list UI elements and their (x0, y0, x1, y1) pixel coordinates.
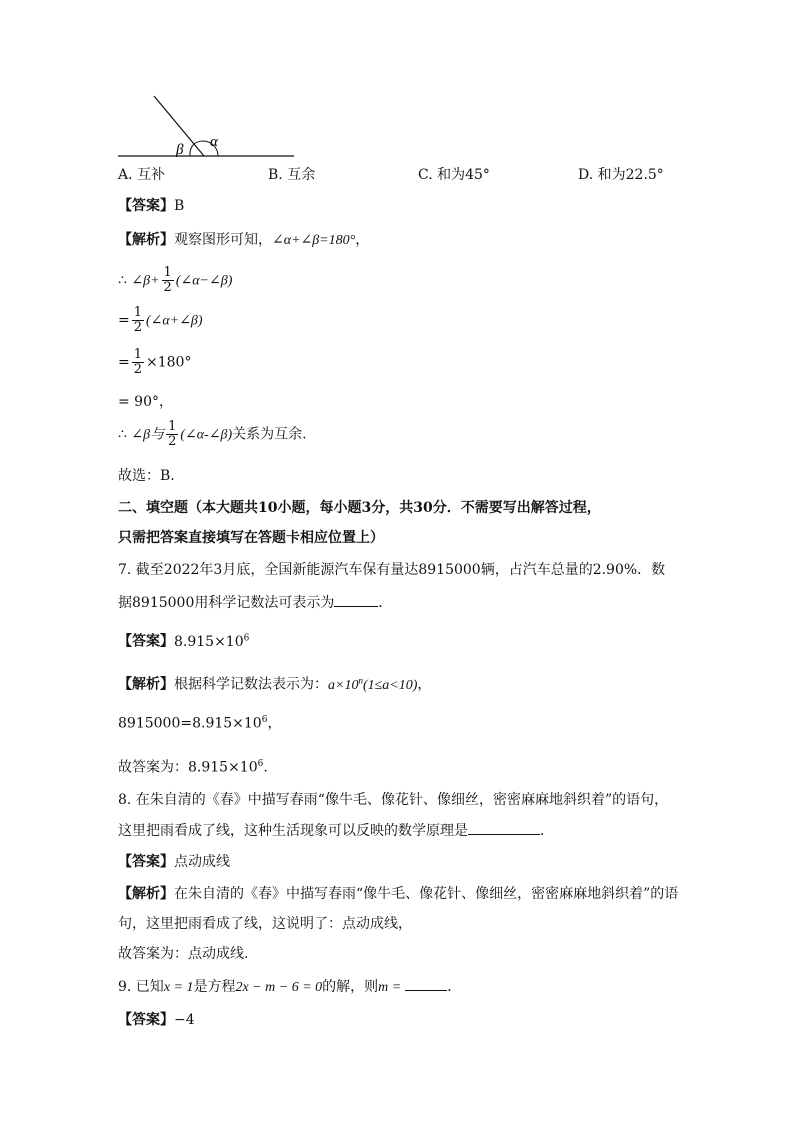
answer-blank (468, 820, 540, 835)
fraction-half: $\frac{1}{2}$ (133, 305, 143, 335)
q6-eq1-tail: ， (355, 232, 370, 248)
option-c: C. 和为45° (418, 167, 490, 183)
q7-line2: 据8915000用科学记数法可表示为 ． (118, 592, 392, 613)
beta-arc (190, 144, 194, 156)
alpha-label: α (210, 134, 218, 150)
q6-step3-right: ×180° (146, 354, 192, 371)
q6-analysis-line (118, 230, 369, 251)
q6-answer-line (118, 196, 184, 216)
analysis-tag: 【解析】 (118, 232, 174, 248)
q9-equation: 2x − m − 6 = 0 (235, 980, 323, 995)
q6-step1-left: ∠β+ (131, 273, 160, 289)
q8-line1: 8. 在朱自清的《春》中描写春雨“像牛毛、像花针、像细丝，密密麻麻地斜织着”的语句， (118, 792, 669, 808)
q6-choose: 故选：B. (118, 468, 175, 484)
answer-tag: 【答案】 (118, 198, 174, 214)
q7-line1: 7. 截至2022年3月底，全国新能源汽车保有量达8915000辆，占汽车总量的2.90%．数 (118, 562, 666, 578)
q7-formula: $a\times 10^n(1\le a<10)$ (328, 675, 418, 693)
q8-answer-line: 【答案】点动成线 (118, 854, 230, 870)
q7-answer-line: 【答案】$8.915\times 10^6$ (118, 633, 250, 650)
q6-conclusion: ∴ ∠β与 $\frac{1}{2}$ (∠α-∠β)关系为互余. (118, 419, 307, 449)
q6-step1-right: (∠α−∠β) (175, 273, 233, 289)
q7-analysis-line: 【解析】根据科学记数法表示为：$a\times 10^n(1\le a<10)$， (118, 675, 432, 693)
answer-blank (405, 976, 447, 991)
q9-condition: x = 1 (163, 980, 194, 995)
q8-final: 故答案为：点动成线. (118, 946, 249, 962)
q6-step2: = $\frac{1}{2}$ (∠α+∠β) (118, 305, 203, 335)
q6-step2-right: (∠α+∠β) (146, 313, 203, 329)
q9-answer: −4 (174, 1012, 195, 1028)
option-b: B. 互余 (268, 167, 316, 183)
q6-eq1: ∠α+∠β=180° (272, 233, 356, 248)
answer-blank (334, 592, 378, 607)
option-a: A. 互补 (118, 167, 166, 183)
angle-figure (110, 90, 310, 162)
q8-analysis-line1: 【解析】在朱自清的《春》中描写春雨“像牛毛、像花针、像细丝，密密麻麻地斜织着”的语 (118, 886, 679, 902)
q7-final: 故答案为：$8.915\times 10^6$. (118, 759, 268, 776)
fraction-half: $\frac{1}{2}$ (133, 347, 143, 377)
q9-answer-line: 【答案】−4 (118, 1012, 195, 1028)
section-heading-line2: 只需把答案直接填写在答题卡相应位置上） (118, 530, 384, 546)
q7-answer: $8.915\times 10^6$ (174, 633, 250, 650)
section-heading-line1: 二、填空题（本大题共10小题，每小题3分，共30分．不需要写出解答过程， (118, 500, 601, 516)
q8-analysis-line2: 句，这里把雨看成了线，这说明了：点动成线， (118, 916, 412, 932)
q8-line2: 这里把雨看成了线，这种生活现象可以反映的数学原理是 ． (118, 820, 554, 841)
q6-step1 (118, 266, 232, 295)
q6-answer: B (174, 198, 185, 214)
q8-answer: 点动成线 (174, 854, 230, 870)
therefore-symbol: ∴ (118, 272, 127, 289)
q6-step4: = 90°， (118, 394, 173, 410)
option-d: D. 和为22.5° (578, 167, 664, 183)
q6-analysis-text: 观察图形可知， (174, 232, 272, 248)
fraction-half: $\frac{1}{2}$ (163, 265, 172, 295)
q9-line: 9. 已知x = 1是方程2x − m − 6 = 0的解，则m = ． (118, 976, 461, 998)
beta-label: β (176, 142, 184, 158)
q7-equation: $8915000=8.915\times 10^6$， (118, 715, 282, 732)
q6-step3: = $\frac{1}{2}$ ×180° (118, 347, 192, 377)
fraction-half: $\frac{1}{2}$ (168, 419, 177, 449)
